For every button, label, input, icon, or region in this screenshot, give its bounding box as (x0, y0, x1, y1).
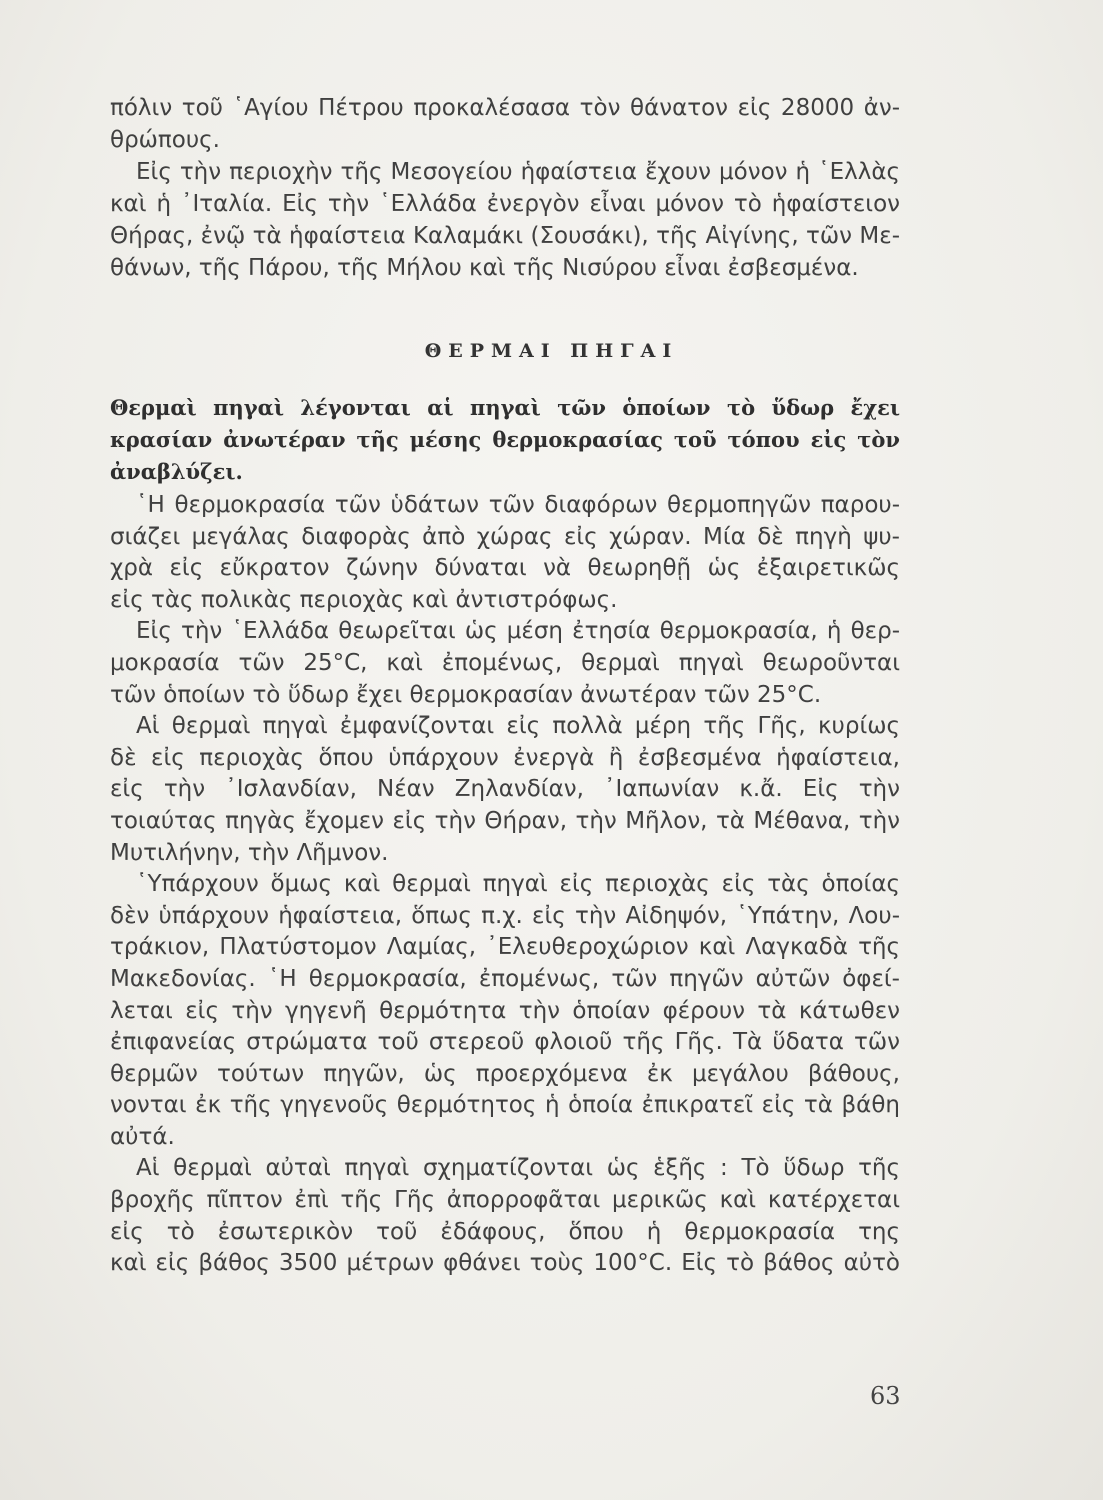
text-line: λεται εἰς τὴν γηγενῆ θερμότητα τὴν ὁποίαν φέρουν τὰ κάτωθεν (110, 997, 900, 1024)
text-line: μοκρασία τῶν 25°C, καὶ ἐπομένως, θερμαὶ πηγαὶ θεωροῦνται (110, 649, 900, 676)
text-line: εἰς τὰς πολικὰς περιοχὰς καὶ ἀντιστρόφως. (110, 586, 618, 613)
text-line: αὐτά. (110, 1123, 175, 1150)
section-heading: ΘΕΡΜΑΙ ΠΗΓΑΙ (424, 340, 679, 362)
body-text (110, 490, 900, 1280)
text-line: κρασίαν ἀνωτέραν τῆς μέσης θερμοκρασίας τοῦ τόπου εἰς τὸν (110, 427, 900, 452)
top-paragraph (110, 92, 900, 284)
text-line: τοιαύτας πηγὰς ἔχομεν εἰς τὴν Θήραν, τὴν Μῆλον, τὰ Μέθανα, τὴν (110, 807, 900, 834)
text-line: πόλιν τοῦ ῾Αγίου Πέτρου προκαλέσασα τὸν θάνατον εἰς 28000 ἀν- (110, 95, 900, 121)
text-line: ῾Υπάρχουν ὅμως καὶ θερμαὶ πηγαὶ εἰς περιοχὰς εἰς τὰς ὁποίας (136, 871, 900, 898)
definition-paragraph (110, 392, 900, 488)
text-line: καὶ εἰς βάθος 3500 μέτρων φθάνει τοὺς 100°C. Εἰς τὸ βάθος αὐτὸ (110, 1250, 900, 1277)
page-number: 63 (870, 1382, 901, 1410)
text-line: δὲ εἰς περιοχὰς ὅπου ὑπάρχουν ἐνεργὰ ἢ ἐσβεσμένα ἡφαίστεια, (110, 744, 900, 771)
text-line: εἰς τὸ ἐσωτερικὸν τοῦ ἐδάφους, ὅπου ἡ θερμοκρασία της (110, 1218, 900, 1245)
text-line: Αἱ θερμαὶ αὐταὶ πηγαὶ σχηματίζονται ὡς ἑξῆς : Τὸ ὕδωρ τῆς (136, 1155, 900, 1182)
text-line: βροχῆς πῖπτον ἐπὶ τῆς Γῆς ἀπορροφᾶται μερικῶς καὶ κατέρχεται (110, 1187, 900, 1214)
text-line: δὲν ὑπάρχουν ἡφαίστεια, ὅπως π.χ. εἰς τὴν Αἰδηψόν, ῾Υπάτην, Λου- (110, 902, 900, 929)
text-line: νονται ἐκ τῆς γηγενοῦς θερμότητος ἡ ὁποία ἐπικρατεῖ εἰς τὰ βάθη (110, 1092, 900, 1119)
text-line: θάνων, τῆς Πάρου, τῆς Μήλου καὶ τῆς Νισύρου εἶναι ἐσβεσμένα. (110, 255, 859, 281)
text-line: Μακεδονίας. ῾Η θερμοκρασία, ἐπομένως, τῶν πηγῶν αὐτῶν ὀφεί- (110, 965, 900, 992)
text-line: θερμῶν τούτων πηγῶν, ὡς προερχόμενα ἐκ μεγάλου βάθους, (110, 1060, 900, 1087)
text-line: τῶν ὁποίων τὸ ὕδωρ ἔχει θερμοκρασίαν ἀνωτέραν τῶν 25°C. (110, 681, 822, 708)
text-line: τράκιον, Πλατύστομον Λαμίας, ᾽Ελευθεροχώριον καὶ Λαγκαδὰ τῆς (110, 934, 900, 961)
text-line: χρὰ εἰς εὔκρατον ζώνην δύναται νὰ θεωρηθῇ ὡς ἐξαιρετικῶς (110, 555, 900, 582)
text-line: θρώπους. (110, 127, 220, 153)
text-line: Θερμαὶ πηγαὶ λέγονται αἱ πηγαὶ τῶν ὁποίων τὸ ὕδωρ ἔχει (110, 395, 900, 420)
text-line: ῾Η θερμοκρασία τῶν ὑδάτων τῶν διαφόρων θερμοπηγῶν παρου- (136, 492, 900, 518)
text-line: Μυτιλήνην, τὴν Λῆμνον. (110, 839, 389, 866)
text-line: καὶ ἡ ᾽Ιταλία. Εἰς τὴν ῾Ελλάδα ἐνεργὸν εἶναι μόνον τὸ ἡφαίστειον (110, 191, 900, 217)
text-line: ἐπιφανείας στρώματα τοῦ στερεοῦ φλοιοῦ τῆς Γῆς. Τὰ ὕδατα τῶν (110, 1029, 900, 1056)
text-line: Εἰς τὴν ῾Ελλάδα θεωρεῖται ὡς μέση ἐτησία θερμοκρασία, ἡ θερ- (136, 618, 900, 645)
text-line: εἰς τὴν ᾽Ισλανδίαν, Νέαν Ζηλανδίαν, ᾽Ιαπωνίαν κ.ἄ. Εἰς τὴν (110, 776, 900, 803)
text-line: Θήρας, ἐνῷ τὰ ἡφαίστεια Καλαμάκι (Σουσάκι), τῆς Αἰγίνης, τῶν Με- (110, 223, 900, 249)
text-line: Αἱ θερμαὶ πηγαὶ ἐμφανίζονται εἰς πολλὰ μέρη τῆς Γῆς, κυρίως (136, 713, 900, 740)
text-line: Εἰς τὴν περιοχὴν τῆς Μεσογείου ἡφαίστεια ἔχουν μόνον ἡ ῾Ελλὰς (136, 159, 900, 185)
text-line: σιάζει μεγάλας διαφορὰς ἀπὸ χώρας εἰς χώραν. Μία δὲ πηγὴ ψυ- (110, 523, 900, 550)
text-line: ἀναβλύζει. (110, 459, 243, 484)
